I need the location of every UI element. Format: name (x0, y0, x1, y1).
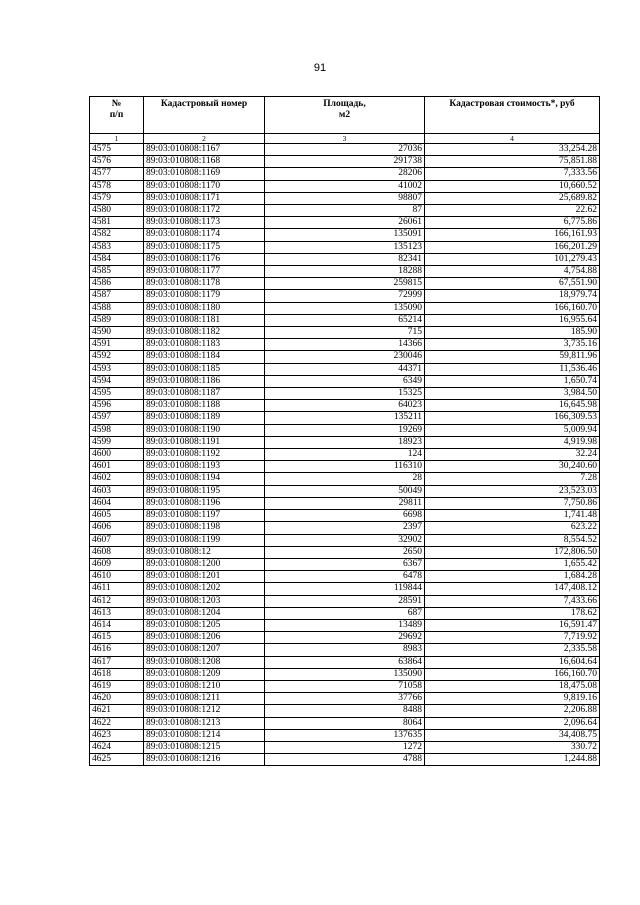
table-row (90, 290, 600, 302)
row-number: 4623 (90, 729, 144, 741)
cadastral-number: 89:03:010808:1176 (144, 253, 265, 265)
area-value: 72999 (265, 290, 425, 302)
cost-value: 4,919.98 (425, 436, 600, 448)
cadastral-number: 89:03:010808:1200 (144, 558, 265, 570)
cost-value: 25,689.82 (425, 192, 600, 204)
table-row (90, 266, 600, 278)
table-row (90, 583, 600, 595)
cost-value: 101,279.43 (425, 253, 600, 265)
cost-value: 7,333.56 (425, 168, 600, 180)
cost-value: 2,206.88 (425, 705, 600, 717)
row-number: 4590 (90, 327, 144, 339)
row-number: 4614 (90, 619, 144, 631)
cost-value: 5,009.94 (425, 424, 600, 436)
row-number: 4597 (90, 412, 144, 424)
table-row (90, 558, 600, 570)
table-row (90, 388, 600, 400)
cost-value: 623.22 (425, 522, 600, 534)
area-value: 1272 (265, 741, 425, 753)
cost-value: 1,655.42 (425, 558, 600, 570)
area-value: 135090 (265, 668, 425, 680)
cost-value: 2,335.58 (425, 644, 600, 656)
cost-value: 3,735.16 (425, 339, 600, 351)
cost-value: 4,754.88 (425, 266, 600, 278)
row-number: 4593 (90, 363, 144, 375)
area-value: 4788 (265, 754, 425, 766)
table-row (90, 168, 600, 180)
cost-value: 1,244.88 (425, 754, 600, 766)
area-value: 2397 (265, 522, 425, 534)
header-num-line2: п/п (109, 110, 124, 120)
area-value: 18923 (265, 436, 425, 448)
cadastral-number: 89:03:010808:1172 (144, 205, 265, 217)
table-row (90, 693, 600, 705)
cadastral-number: 89:03:010808:1170 (144, 180, 265, 192)
row-number: 4579 (90, 192, 144, 204)
cost-value: 8,554.52 (425, 534, 600, 546)
table-row (90, 644, 600, 656)
cadastral-number: 89:03:010808:1193 (144, 461, 265, 473)
area-value: 6349 (265, 375, 425, 387)
table-row (90, 375, 600, 387)
header-area-line2: м2 (338, 110, 351, 120)
area-value: 29692 (265, 632, 425, 644)
cost-value: 6,775.86 (425, 217, 600, 229)
area-value: 64023 (265, 400, 425, 412)
area-value: 135091 (265, 229, 425, 241)
area-value: 230046 (265, 351, 425, 363)
cost-value: 18,475.08 (425, 680, 600, 692)
row-number: 4602 (90, 473, 144, 485)
cadastral-number: 89:03:010808:1189 (144, 412, 265, 424)
area-value: 6478 (265, 571, 425, 583)
area-value: 135090 (265, 302, 425, 314)
row-number: 4585 (90, 266, 144, 278)
area-value: 87 (265, 205, 425, 217)
table-row (90, 607, 600, 619)
cost-value: 172,806.50 (425, 546, 600, 558)
cost-value: 59,811.96 (425, 351, 600, 363)
cadastral-number: 89:03:010808:1178 (144, 278, 265, 290)
cadastral-number: 89:03:010808:1210 (144, 680, 265, 692)
row-number: 4580 (90, 205, 144, 217)
cadastral-number: 89:03:010808:1173 (144, 217, 265, 229)
page-number: 91 (313, 62, 327, 74)
column-number-row (90, 134, 600, 144)
cost-value: 166,160.70 (425, 302, 600, 314)
area-value: 19269 (265, 424, 425, 436)
row-number: 4622 (90, 717, 144, 729)
row-number: 4607 (90, 534, 144, 546)
cost-value: 166,161.93 (425, 229, 600, 241)
cost-value: 16,955.64 (425, 314, 600, 326)
cadastral-number: 89:03:010808:1196 (144, 497, 265, 509)
row-number: 4588 (90, 302, 144, 314)
row-number: 4604 (90, 497, 144, 509)
cadastral-number: 89:03:010808:1168 (144, 156, 265, 168)
cadastral-number: 89:03:010808:1169 (144, 168, 265, 180)
table-row (90, 363, 600, 375)
row-number: 4609 (90, 558, 144, 570)
table-row (90, 436, 600, 448)
cadastral-number: 89:03:010808:1216 (144, 754, 265, 766)
cost-value: 30,240.60 (425, 461, 600, 473)
area-value: 98807 (265, 192, 425, 204)
table-row (90, 705, 600, 717)
row-number: 4598 (90, 424, 144, 436)
cost-value: 32.24 (425, 449, 600, 461)
cadastral-number: 89:03:010808:1197 (144, 510, 265, 522)
area-value: 8488 (265, 705, 425, 717)
cadastral-number: 89:03:010808:1199 (144, 534, 265, 546)
area-value: 6698 (265, 510, 425, 522)
row-number: 4583 (90, 241, 144, 253)
cost-value: 3,984.50 (425, 388, 600, 400)
cadastral-number: 89:03:010808:1177 (144, 266, 265, 278)
cadastral-number: 89:03:010808:1187 (144, 388, 265, 400)
header-num-line1: № (111, 99, 122, 109)
cadastral-number: 89:03:010808:1204 (144, 607, 265, 619)
cadastral-number: 89:03:010808:1206 (144, 632, 265, 644)
area-value: 2650 (265, 546, 425, 558)
cost-value: 11,536.46 (425, 363, 600, 375)
table-row (90, 741, 600, 753)
table-row (90, 571, 600, 583)
cadastral-number: 89:03:010808:1185 (144, 363, 265, 375)
cost-value: 2,096.64 (425, 717, 600, 729)
area-value: 135211 (265, 412, 425, 424)
cadastral-number: 89:03:010808:1213 (144, 717, 265, 729)
column-number: 3 (265, 134, 425, 144)
table-row (90, 351, 600, 363)
header-area (265, 97, 425, 134)
cost-value: 33,254.28 (425, 144, 600, 156)
cadastral-number: 89:03:010808:1194 (144, 473, 265, 485)
cadastral-number: 89:03:010808:1203 (144, 595, 265, 607)
cadastral-number: 89:03:010808:1175 (144, 241, 265, 253)
row-number: 4586 (90, 278, 144, 290)
table-row (90, 192, 600, 204)
row-number: 4599 (90, 436, 144, 448)
area-value: 137635 (265, 729, 425, 741)
table-row (90, 497, 600, 509)
table-row (90, 217, 600, 229)
area-value: 41002 (265, 180, 425, 192)
area-value: 18288 (265, 266, 425, 278)
area-value: 27036 (265, 144, 425, 156)
table-row (90, 339, 600, 351)
column-number: 1 (90, 134, 144, 144)
cost-value: 166,201.29 (425, 241, 600, 253)
area-value: 26061 (265, 217, 425, 229)
row-number: 4606 (90, 522, 144, 534)
area-value: 8983 (265, 644, 425, 656)
row-number: 4578 (90, 180, 144, 192)
cost-value: 75,851.88 (425, 156, 600, 168)
table-row (90, 668, 600, 680)
area-value: 28 (265, 473, 425, 485)
cost-value: 67,551.90 (425, 278, 600, 290)
area-value: 29811 (265, 497, 425, 509)
area-value: 71058 (265, 680, 425, 692)
table-row (90, 205, 600, 217)
row-number: 4576 (90, 156, 144, 168)
table-row (90, 327, 600, 339)
area-value: 8064 (265, 717, 425, 729)
row-number: 4577 (90, 168, 144, 180)
area-value: 63864 (265, 656, 425, 668)
header-cadastral: Кадастровый номер (144, 97, 265, 134)
cost-value: 185.90 (425, 327, 600, 339)
area-value: 28206 (265, 168, 425, 180)
cost-value: 34,408.75 (425, 729, 600, 741)
table-row (90, 473, 600, 485)
table-row (90, 302, 600, 314)
row-number: 4589 (90, 314, 144, 326)
cadastral-number: 89:03:010808:1195 (144, 485, 265, 497)
cadastral-number: 89:03:010808:1198 (144, 522, 265, 534)
table-row (90, 314, 600, 326)
row-number: 4592 (90, 351, 144, 363)
cost-value: 16,604.64 (425, 656, 600, 668)
header-cost: Кадастровая стоимость*, руб (425, 97, 600, 134)
cost-value: 166,160.70 (425, 668, 600, 680)
row-number: 4616 (90, 644, 144, 656)
cost-value: 7.28 (425, 473, 600, 485)
cadastral-number: 89:03:010808:1179 (144, 290, 265, 302)
cost-value: 7,719.92 (425, 632, 600, 644)
area-value: 259815 (265, 278, 425, 290)
table-row (90, 424, 600, 436)
cadastral-number: 89:03:010808:1202 (144, 583, 265, 595)
row-number: 4575 (90, 144, 144, 156)
row-number: 4621 (90, 705, 144, 717)
row-number: 4581 (90, 217, 144, 229)
area-value: 28591 (265, 595, 425, 607)
cadastral-number: 89:03:010808:1191 (144, 436, 265, 448)
cadastral-table (89, 96, 600, 766)
table-row (90, 522, 600, 534)
table-row (90, 534, 600, 546)
cost-value: 7,750.86 (425, 497, 600, 509)
cost-value: 18,979.74 (425, 290, 600, 302)
table-row (90, 754, 600, 766)
column-number: 4 (425, 134, 600, 144)
area-value: 15325 (265, 388, 425, 400)
cost-value: 7,433.66 (425, 595, 600, 607)
table-row (90, 156, 600, 168)
area-value: 32902 (265, 534, 425, 546)
cadastral-number: 89:03:010808:1183 (144, 339, 265, 351)
table-row (90, 546, 600, 558)
cadastral-number: 89:03:010808:1211 (144, 693, 265, 705)
table-row (90, 278, 600, 290)
cost-value: 147,408.12 (425, 583, 600, 595)
cadastral-number: 89:03:010808:1186 (144, 375, 265, 387)
area-value: 65214 (265, 314, 425, 326)
table-row (90, 400, 600, 412)
cost-value: 16,645.98 (425, 400, 600, 412)
cadastral-number: 89:03:010808:1181 (144, 314, 265, 326)
area-value: 291738 (265, 156, 425, 168)
cost-value: 330.72 (425, 741, 600, 753)
area-value: 6367 (265, 558, 425, 570)
table-row (90, 619, 600, 631)
table-row (90, 144, 600, 156)
row-number: 4584 (90, 253, 144, 265)
area-value: 124 (265, 449, 425, 461)
area-value: 82341 (265, 253, 425, 265)
column-number: 2 (144, 134, 265, 144)
row-number: 4625 (90, 754, 144, 766)
row-number: 4610 (90, 571, 144, 583)
area-value: 116310 (265, 461, 425, 473)
row-number: 4600 (90, 449, 144, 461)
cadastral-number: 89:03:010808:1212 (144, 705, 265, 717)
cadastral-number: 89:03:010808:1180 (144, 302, 265, 314)
area-value: 37766 (265, 693, 425, 705)
cadastral-number: 89:03:010808:1188 (144, 400, 265, 412)
area-value: 50049 (265, 485, 425, 497)
row-number: 4619 (90, 680, 144, 692)
area-value: 715 (265, 327, 425, 339)
table-row (90, 632, 600, 644)
row-number: 4618 (90, 668, 144, 680)
cost-value: 178.62 (425, 607, 600, 619)
row-number: 4587 (90, 290, 144, 302)
cadastral-number: 89:03:010808:12 (144, 546, 265, 558)
table-header-row (90, 97, 600, 134)
row-number: 4596 (90, 400, 144, 412)
cost-value: 1,650.74 (425, 375, 600, 387)
area-value: 687 (265, 607, 425, 619)
cadastral-number: 89:03:010808:1209 (144, 668, 265, 680)
table-row (90, 656, 600, 668)
cadastral-number: 89:03:010808:1201 (144, 571, 265, 583)
row-number: 4608 (90, 546, 144, 558)
row-number: 4603 (90, 485, 144, 497)
table-row (90, 449, 600, 461)
row-number: 4591 (90, 339, 144, 351)
cadastral-number: 89:03:010808:1174 (144, 229, 265, 241)
table-row (90, 729, 600, 741)
row-number: 4615 (90, 632, 144, 644)
row-number: 4613 (90, 607, 144, 619)
row-number: 4611 (90, 583, 144, 595)
table-row (90, 412, 600, 424)
table-row (90, 680, 600, 692)
cost-value: 9,819.16 (425, 693, 600, 705)
row-number: 4624 (90, 741, 144, 753)
table-row (90, 595, 600, 607)
cadastral-number: 89:03:010808:1184 (144, 351, 265, 363)
header-area-line1: Площадь, (323, 99, 366, 109)
area-value: 13489 (265, 619, 425, 631)
cadastral-number: 89:03:010808:1190 (144, 424, 265, 436)
table-row (90, 717, 600, 729)
cost-value: 166,309.53 (425, 412, 600, 424)
cost-value: 1,684.28 (425, 571, 600, 583)
cadastral-number: 89:03:010808:1215 (144, 741, 265, 753)
row-number: 4601 (90, 461, 144, 473)
row-number: 4582 (90, 229, 144, 241)
table-row (90, 510, 600, 522)
row-number: 4620 (90, 693, 144, 705)
row-number: 4617 (90, 656, 144, 668)
cadastral-number: 89:03:010808:1207 (144, 644, 265, 656)
table-row (90, 485, 600, 497)
table-row (90, 461, 600, 473)
cadastral-number: 89:03:010808:1171 (144, 192, 265, 204)
header-num (90, 97, 144, 134)
cadastral-number: 89:03:010808:1208 (144, 656, 265, 668)
cost-value: 22.62 (425, 205, 600, 217)
cadastral-number: 89:03:010808:1192 (144, 449, 265, 461)
area-value: 119844 (265, 583, 425, 595)
area-value: 14366 (265, 339, 425, 351)
cadastral-number: 89:03:010808:1182 (144, 327, 265, 339)
cost-value: 16,591.47 (425, 619, 600, 631)
row-number: 4612 (90, 595, 144, 607)
table-row (90, 180, 600, 192)
cost-value: 1,741.48 (425, 510, 600, 522)
row-number: 4605 (90, 510, 144, 522)
cadastral-number: 89:03:010808:1205 (144, 619, 265, 631)
table-row (90, 229, 600, 241)
cadastral-number: 89:03:010808:1214 (144, 729, 265, 741)
table-row (90, 253, 600, 265)
area-value: 44371 (265, 363, 425, 375)
cadastral-number: 89:03:010808:1167 (144, 144, 265, 156)
row-number: 4595 (90, 388, 144, 400)
table-row (90, 241, 600, 253)
area-value: 135123 (265, 241, 425, 253)
row-number: 4594 (90, 375, 144, 387)
cost-value: 10,660.52 (425, 180, 600, 192)
cost-value: 23,523.03 (425, 485, 600, 497)
